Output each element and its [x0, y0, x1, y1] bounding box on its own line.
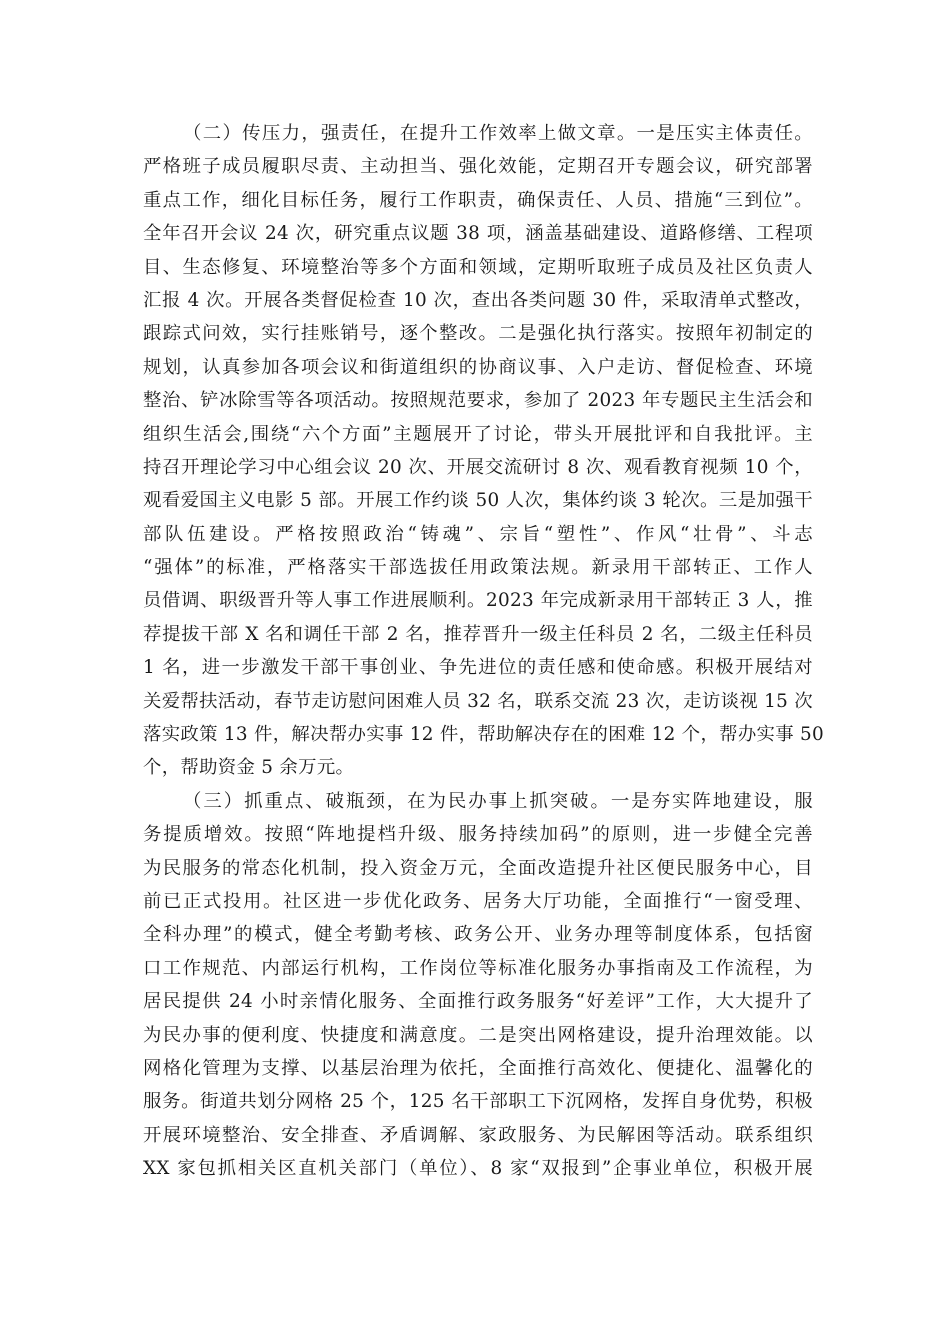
- text-line: 网格化管理为支撑、以基层治理为依托，全面推行高效化、便捷化、温馨化的: [143, 1057, 813, 1079]
- text-line: 关爱帮扶活动，春节走访慰问困难人员 32 名，联系交流 23 次，走访谈视 15 次: [143, 690, 813, 712]
- text-line: “强体”的标准，严格落实干部选拔任用政策法规。新录用干部转正、工作人: [143, 557, 813, 579]
- text-line: 个，帮助资金 5 余万元。: [143, 757, 355, 779]
- text-line: 重点工作，细化目标任务，履行工作职责，确保责任、人员、措施“三到位”。: [143, 189, 813, 211]
- text-line: 全科办理”的模式，健全考勤考核、政务公开、业务办理等制度体系，包括窗: [143, 924, 813, 946]
- text-line: XX 家包抓相关区直机关部门（单位）、8 家“双报到”企事业单位，积极开展: [143, 1158, 813, 1180]
- text-line: 持召开理论学习中心组会议 20 次、开展交流研讨 8 次、观看教育视频 10 个，: [143, 456, 813, 478]
- text-line: 目、生态修复、环境整治等多个方面和领域，定期听取班子成员及社区负责人: [143, 256, 813, 278]
- text-line: 跟踪式问效，实行挂账销号，逐个整改。二是强化执行落实。按照年初制定的: [143, 323, 813, 345]
- text-line: 部队伍建设。严格按照政治“铸魂”、宗旨“塑性”、作风“壮骨”、斗志: [143, 523, 813, 545]
- text-line: 观看爱国主义电影 5 部。开展工作约谈 50 人次，集体约谈 3 轮次。三是加强干: [143, 490, 813, 512]
- text-line: 为民服务的常态化机制，投入资金万元，全面改造提升社区便民服务中心，目: [143, 857, 813, 879]
- text-line: 开展环境整治、安全排查、矛盾调解、家政服务、为民解困等活动。联系组织: [143, 1124, 813, 1146]
- body-text: [143, 117, 825, 1186]
- text-line: 口工作规范、内部运行机构，工作岗位等标准化服务办事指南及工作流程，为: [143, 957, 813, 979]
- text-line: 严格班子成员履职尽责、主动担当、强化效能，定期召开专题会议，研究部署: [143, 156, 813, 178]
- text-line: 前已正式投用。社区进一步优化政务、居务大厅功能，全面推行“一窗受理、: [143, 890, 813, 912]
- text-line: 规划，认真参加各项会议和街道组织的协商议事、入户走访、督促检查、环境: [143, 356, 813, 378]
- text-line: 整治、铲冰除雪等各项活动。按照规范要求，参加了 2023 年专题民主生活会和: [143, 390, 813, 412]
- paragraph-first-line: （三）抓重点、破瓶颈，在为民办事上抓突破。一是夯实阵地建设，服: [183, 790, 813, 812]
- text-line: 落实政策 13 件，解决帮办实事 12 件，帮助解决存在的困难 12 个，帮办实事 50: [143, 724, 825, 746]
- text-line: 荐提拔干部 X 名和调任干部 2 名，推荐晋升一级主任科员 2 名，二级主任科员: [143, 623, 813, 645]
- text-line: 1 名，进一步激发干部干事创业、争先进位的责任感和使命感。积极开展结对: [143, 657, 813, 679]
- text-line: 务提质增效。按照“阵地提档升级、服务持续加码”的原则，进一步健全完善: [143, 824, 813, 846]
- text-line: 汇报 4 次。开展各类督促检查 10 次，查出各类问题 30 件，采取清单式整改，: [143, 289, 813, 311]
- text-line: 全年召开会议 24 次，研究重点议题 38 项，涵盖基础建设、道路修缮、工程项: [143, 223, 813, 245]
- paragraph-first-line: （二）传压力，强责任，在提升工作效率上做文章。一是压实主体责任。: [183, 123, 813, 144]
- text-line: 员借调、职级晋升等人事工作进展顺利。2023 年完成新录用干部转正 3 人，推: [143, 590, 813, 612]
- text-line: 为民办事的便利度、快捷度和满意度。二是突出网格建设，提升治理效能。以: [143, 1024, 813, 1046]
- text-line: 服务。街道共划分网格 25 个，125 名干部职工下沉网格，发挥自身优势，积极: [143, 1091, 813, 1113]
- text-line: 居民提供 24 小时亲情化服务、全面推行政务服务“好差评”工作，大大提升了: [143, 991, 813, 1013]
- text-line: 组织生活会,围绕“六个方面”主题展开了讨论，带头开展批评和自我批评。主: [143, 423, 813, 445]
